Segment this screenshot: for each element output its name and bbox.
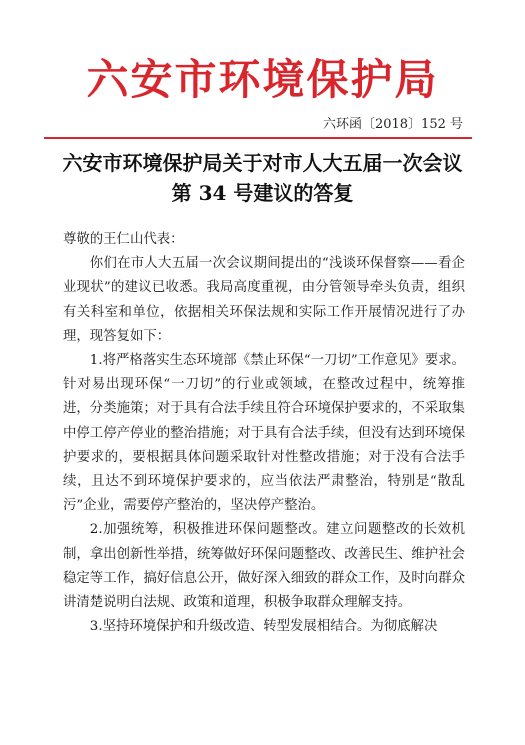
letterhead-org-name: 六安市环境保护局	[86, 55, 439, 104]
title-line-1: 六安市环境保护局关于对市人大五届一次会议	[62, 151, 463, 175]
letterhead-red-divider	[44, 137, 472, 139]
paragraph-item-2: 2.加强统筹，积极推进环保问题整改。建立问题整改的长效机制，拿出创新性举措，统筹做好环保问题整改、改善民生、维护社会稳定等工作，搞好信息公开，做好深入细致的群众工作，及时向群众讲清楚说明白法规、政策和道理，积极争取群众理解支持。	[63, 522, 465, 611]
document-body	[63, 228, 465, 639]
paragraph-item-3: 3.坚持环境保护和升级改造、转型发展相结合。为彻底解决	[89, 619, 438, 635]
paragraph-item-1: 1.将严格落实生态环境部《禁止环保“一刀切”工作意见》要求。针对易出现环保“一刀切”的行业或领域，在整改过程中，统筹推进，分类施策；对于具有合法手续且符合环境保护要求的，不采取集中停工停产停业的整治措施；对于具有合法手续，但没有达到环境保护要求的，要根据具体问题采取针对性整改措施；对于没有合法手续，且达不到环境保护要求的，应当依法严肃整治，特别是“散乱污”企业，需要停产整治的，坚决停产整治。	[63, 353, 465, 514]
paragraph-intro: 你们在市人大五届一次会议期间提出的“浅谈环保督察——看企业现状”的建议已收悉。我局高度重视，由分管领导牵头负责，组织有关科室和单位，依据相关环保法规和实际工作开展情况进行了办理，现答复如下：	[63, 256, 465, 344]
title-line-2: 第 34 号建议的答复	[171, 181, 354, 205]
salutation: 尊敬的王仁山代表：	[63, 232, 184, 247]
document-title	[40, 148, 485, 208]
document-number: 六环函〔2018〕152 号	[322, 117, 463, 132]
